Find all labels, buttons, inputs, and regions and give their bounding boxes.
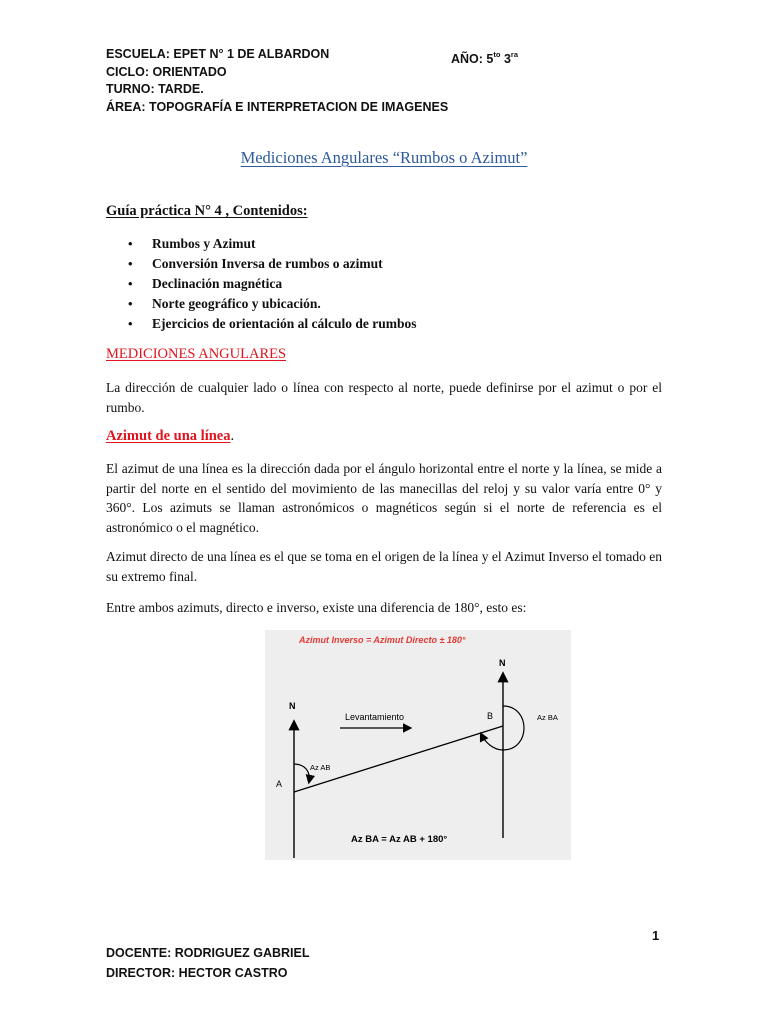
year-label: AÑO: 5 [451, 52, 494, 66]
section-title: MEDICIONES ANGULARES [106, 346, 287, 362]
list-item: • Conversión Inversa de rumbos o azimut [128, 254, 416, 274]
list-item: • Rumbos y Azimut [128, 234, 416, 254]
azimut-diagram-svg [265, 630, 571, 860]
intro-paragraph: La dirección de cualquier lado o línea con respecto al norte, puede definirse por el azimut o por el rumbo. [106, 380, 662, 415]
point-a-label: A [276, 779, 283, 789]
direct-inverse-paragraph: Azimut directo de una línea es el que se toma en el origen de la línea y el Azimut Inverso el tomado en su extremo final. [106, 549, 662, 584]
azimut-definition-paragraph: El azimut de una línea es la dirección dada por el ángulo horizontal entre el norte y la línea, se mide a partir del norte en el sentido del movimiento de las manecillas del reloj y su valor varía entre 0° y 360°. Los azimuts se llaman astronómicos o magnéticos según si el norte de referencia es el astronómico o el magnético. [106, 461, 662, 535]
formula-bottom: Az BA = Az AB + 180° [351, 834, 448, 845]
subject-area: ÁREA: TOPOGRAFÍA E INTERPRETACION DE IMAGENES [106, 99, 449, 114]
levantamiento-label: Levantamiento [345, 712, 405, 722]
document-header [106, 46, 666, 116]
guide-title: Guía práctica N° 4 , Contenidos: [106, 203, 308, 219]
document-footer [106, 944, 309, 983]
contents-list [128, 234, 416, 334]
north-label-a: N [289, 701, 296, 711]
school-name: ESCUELA: EPET N° 1 DE ALBARDON [106, 47, 330, 61]
subsection-period: . [230, 428, 235, 444]
shift: TURNO: TARDE. [106, 82, 204, 96]
document-title-text: Mediciones Angulares “Rumbos o Azimut” [240, 148, 528, 167]
subsection-heading [106, 428, 234, 445]
director-name: DIRECTOR: HECTOR CASTRO [106, 965, 288, 980]
az-ba-label: Az BA [537, 713, 558, 722]
az-ab-label: Az AB [310, 763, 331, 772]
list-item: • Declinación magnética [128, 274, 416, 294]
subsection-title: Azimut de una línea [106, 428, 231, 444]
school-year [451, 46, 518, 69]
division-suffix: ra [510, 50, 518, 59]
list-item: • Ejercicios de orientación al cálculo de rumbos [128, 314, 416, 334]
az-ab-arc [294, 764, 309, 782]
line-ab [294, 726, 503, 792]
list-item: • Norte geográfico y ubicación. [128, 294, 416, 314]
document-title [0, 148, 768, 168]
difference-paragraph: Entre ambos azimuts, directo e inverso, existe una diferencia de 180°, esto es: [106, 600, 527, 615]
teacher-name: DOCENTE: RODRIGUEZ GABRIEL [106, 946, 310, 960]
page-number: 1 [652, 928, 660, 943]
formula-top: Azimut Inverso = Azimut Directo ± 180° [299, 635, 466, 645]
year-suffix: to [493, 50, 501, 59]
year-division: 3 [500, 52, 511, 66]
azimut-diagram [265, 630, 571, 860]
point-b-label: B [487, 711, 494, 721]
north-label-b: N [499, 658, 506, 668]
cycle: CICLO: ORIENTADO [106, 64, 227, 79]
